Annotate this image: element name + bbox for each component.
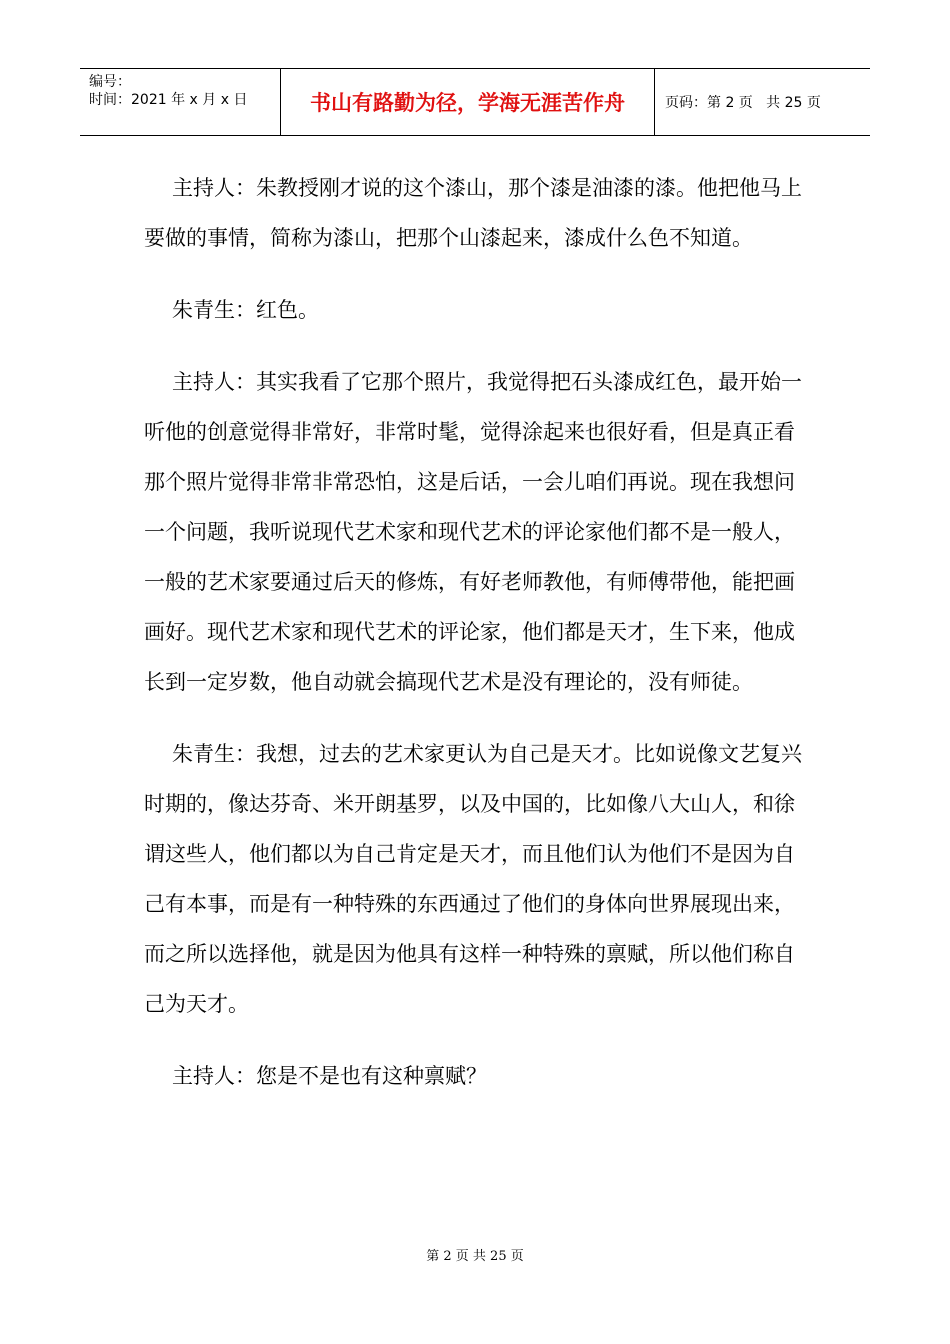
header-motto: 书山有路勤为径，学海无涯苦作舟 bbox=[281, 69, 655, 135]
page-footer: 第 2 页 共 25 页 bbox=[426, 1249, 524, 1264]
paragraph: 主持人：朱教授刚才说的这个漆山，那个漆是油漆的漆。他把他马上要做的事情，简称为漆山，把那个山漆起来，漆成什么色不知道。 bbox=[144, 176, 802, 250]
header-meta bbox=[80, 69, 281, 135]
paragraph: 朱青生：我想，过去的艺术家更认为自己是天才。比如说像文艺复兴时期的，像达芬奇、米开朗基罗，以及中国的，比如像八大山人，和徐谓这些人，他们都以为自己肯定是天才，而且他们认为他们不是因为自己有本事，而是有一种特殊的东西通过了他们的身体向世界展现出来，而之所以选择他，就是因为他具有这样一种特殊的禀赋，所以他们称自己为天才。 bbox=[144, 742, 802, 1016]
paragraph: 主持人：您是不是也有这种禀赋？ bbox=[172, 1064, 487, 1088]
number-label: 编号： bbox=[89, 74, 131, 90]
document-body bbox=[144, 163, 810, 1123]
time-label: 时间：2021 年 x 月 x 日 bbox=[89, 92, 248, 108]
document-header bbox=[80, 68, 870, 136]
header-page-info: 页码：第 2 页 共 25 页 bbox=[665, 95, 821, 111]
paragraph: 主持人：其实我看了它那个照片，我觉得把石头漆成红色，最开始一听他的创意觉得非常好，非常时髦，觉得涂起来也很好看，但是真正看那个照片觉得非常非常恐怕，这是后话，一会儿咱们再说。现在我想问一个问题，我听说现代艺术家和现代艺术的评论家他们都不是一般人，一般的艺术家要通过后天的修炼，有好老师教他，有师傅带他，能把画画好。现代艺术家和现代艺术的评论家，他们都是天才，生下来，他成长到一定岁数，他自动就会搞现代艺术是没有理论的，没有师徒。 bbox=[144, 370, 802, 694]
paragraph: 朱青生：红色。 bbox=[172, 298, 319, 322]
